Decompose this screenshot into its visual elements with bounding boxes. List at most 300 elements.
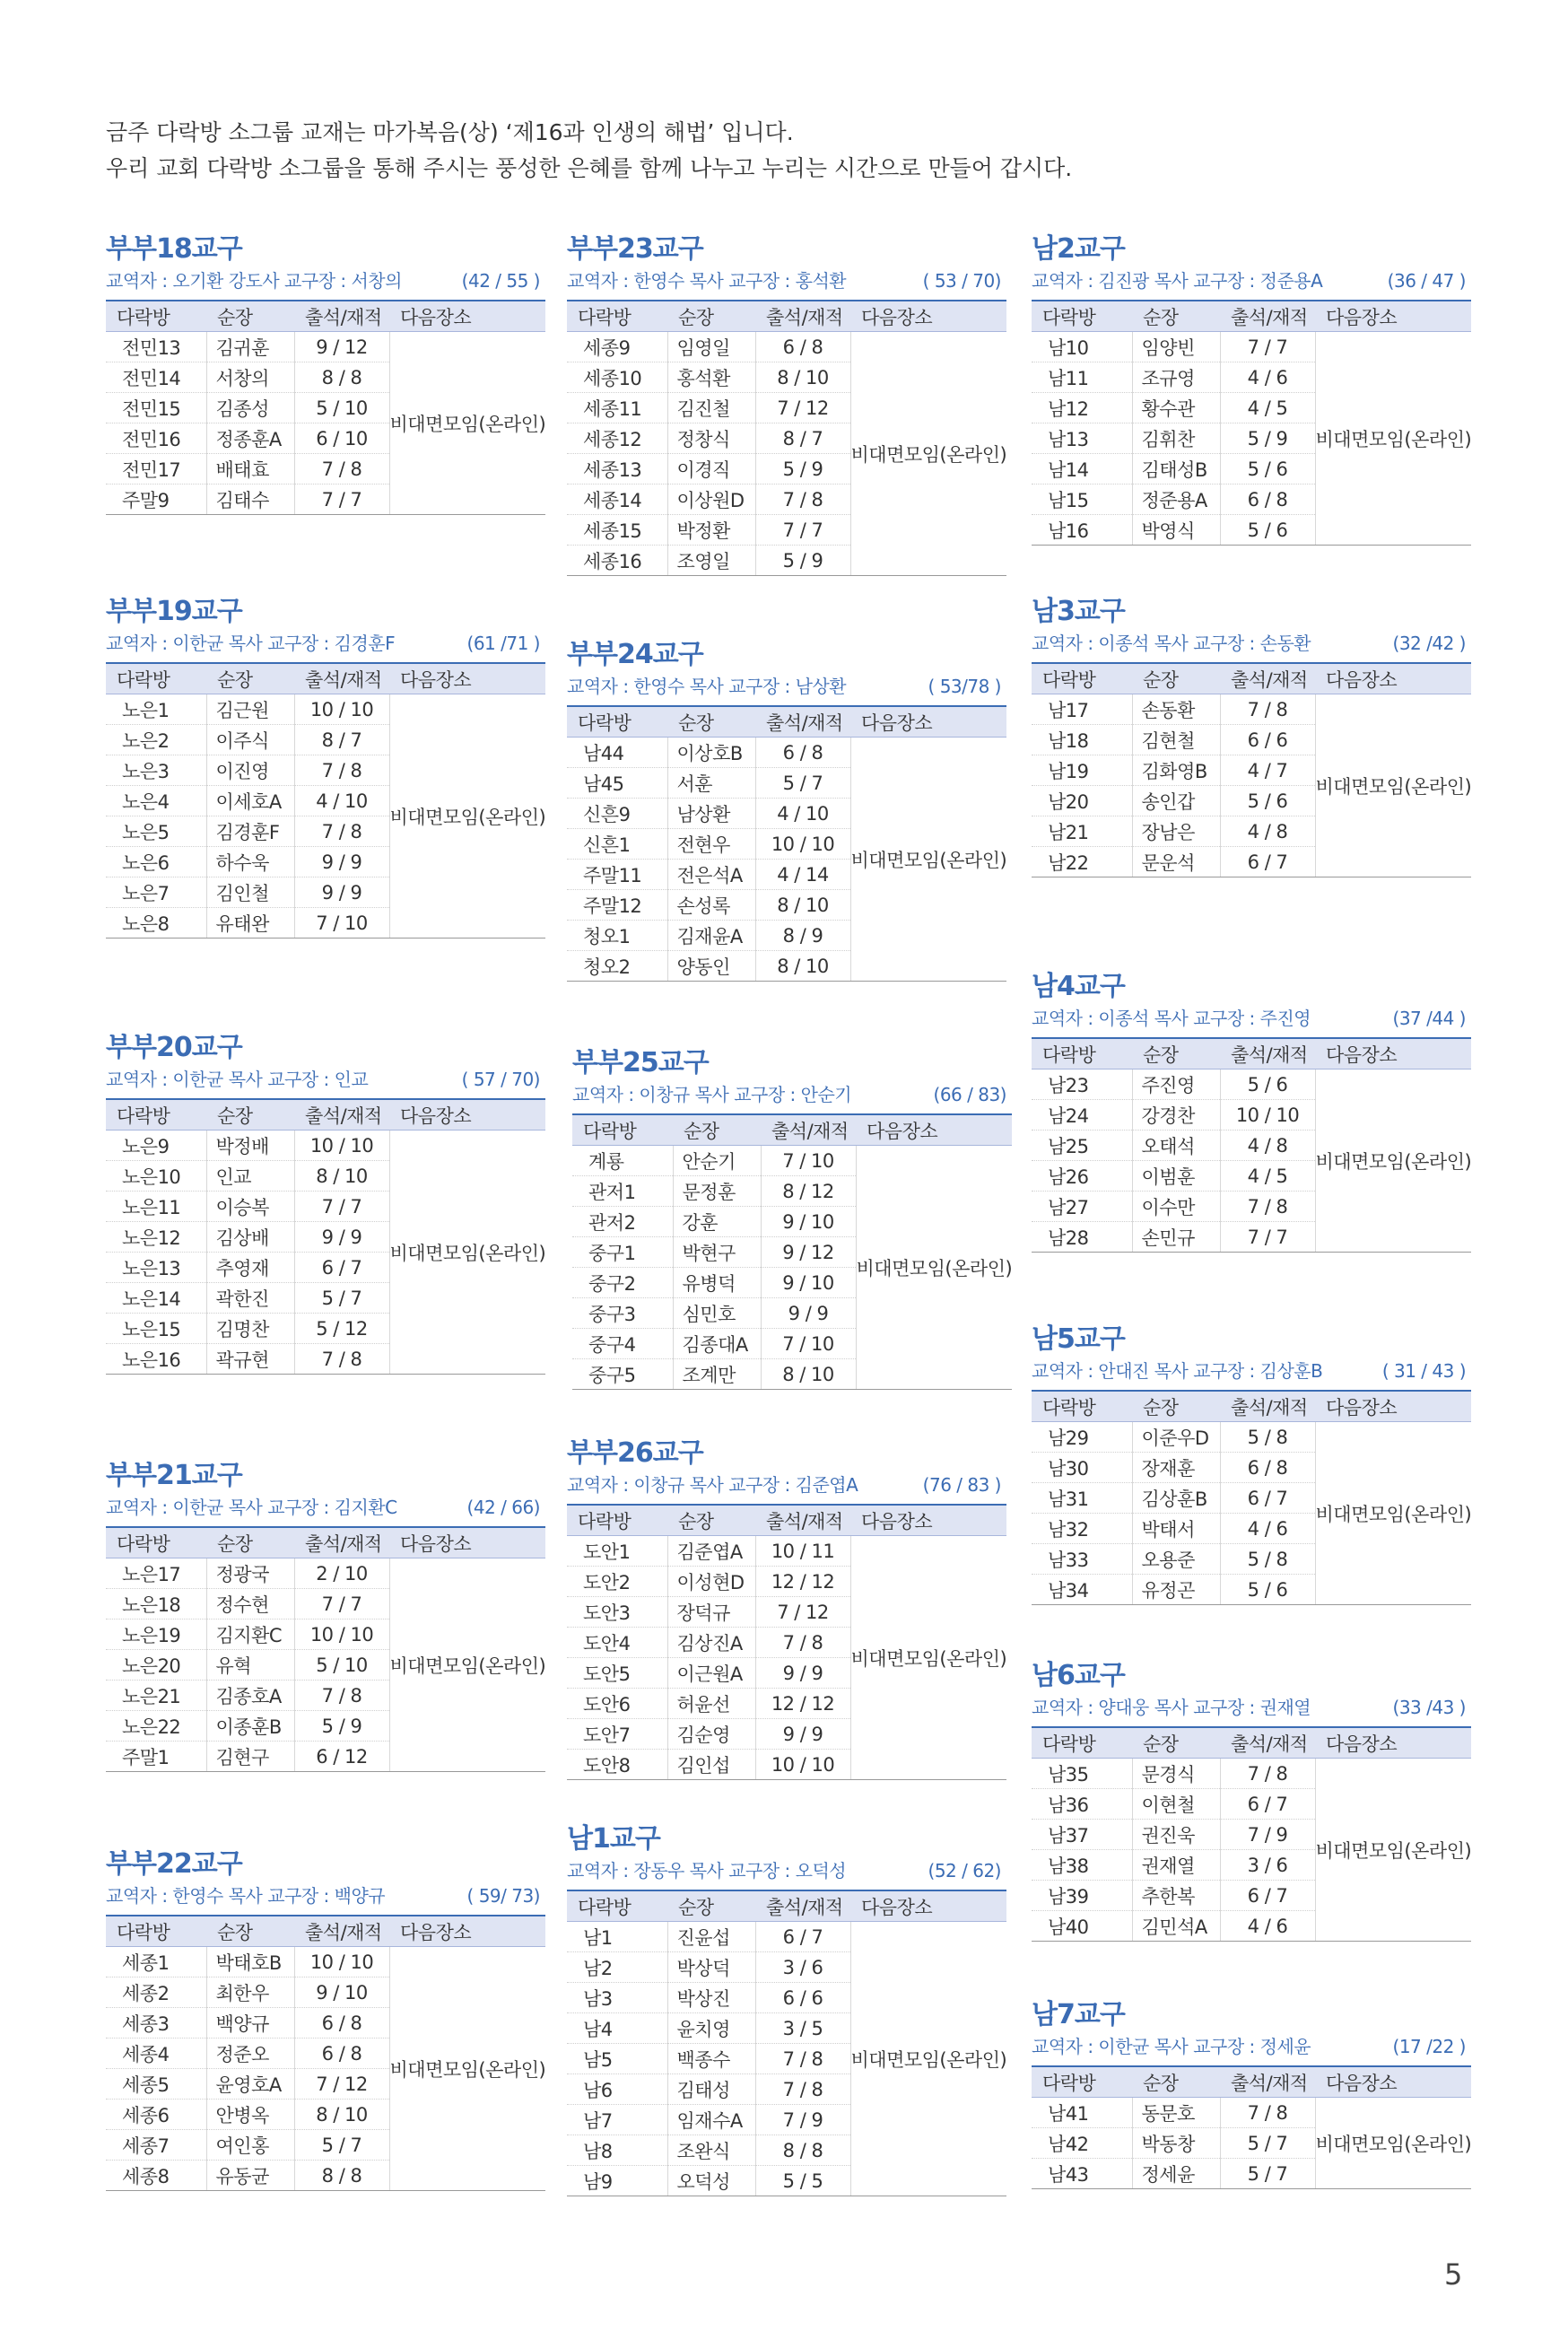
cell-group: 남18 bbox=[1032, 725, 1132, 755]
cell-leader: 백종수 bbox=[667, 2044, 755, 2074]
col-header-leader: 순장 bbox=[206, 663, 294, 694]
district-title: 부부18교구 bbox=[106, 233, 242, 265]
cell-leader: 김휘찬 bbox=[1132, 423, 1220, 454]
cell-group: 노은12 bbox=[106, 1222, 206, 1253]
col-header-leader: 순장 bbox=[206, 1916, 294, 1947]
cell-attendance: 5 / 6 bbox=[1220, 454, 1315, 485]
district-staff-text: 교역자 : 양대웅 목사 교구장 : 권재열 bbox=[1032, 1697, 1311, 1718]
cell-group: 노은2 bbox=[106, 725, 206, 755]
cell-group: 노은8 bbox=[106, 908, 206, 939]
cell-attendance: 4 / 5 bbox=[1220, 393, 1315, 423]
district-group bbox=[106, 1846, 545, 2191]
cell-leader: 강훈 bbox=[673, 1207, 761, 1237]
cell-leader: 김순영 bbox=[667, 1719, 755, 1750]
cell-leader: 추한복 bbox=[1132, 1881, 1220, 1911]
cell-group: 남9 bbox=[567, 2166, 667, 2196]
cell-group: 중구3 bbox=[572, 1298, 673, 1329]
cell-leader: 양동인 bbox=[667, 951, 755, 982]
cell-leader: 김근원 bbox=[206, 694, 294, 725]
cell-attendance: 7 / 8 bbox=[755, 2074, 850, 2105]
cell-leader: 배태효 bbox=[206, 454, 294, 485]
cell-leader: 박정배 bbox=[206, 1131, 294, 1161]
district-title: 남4교구 bbox=[1032, 971, 1125, 1002]
district-table bbox=[572, 1113, 1012, 1390]
cell-attendance: 5 / 12 bbox=[294, 1314, 389, 1344]
cell-attendance: 7 / 12 bbox=[294, 2069, 389, 2100]
cell-leader: 정창식 bbox=[667, 423, 755, 454]
cell-group: 남13 bbox=[1032, 423, 1132, 454]
col-header-attendance: 출석/재적 bbox=[755, 1505, 850, 1536]
cell-attendance: 5 / 9 bbox=[1220, 423, 1315, 454]
cell-attendance: 8 / 7 bbox=[755, 423, 850, 454]
cell-group: 남29 bbox=[1032, 1422, 1132, 1453]
col-header-leader: 순장 bbox=[206, 1099, 294, 1131]
cell-group: 세종8 bbox=[106, 2161, 206, 2191]
cell-attendance: 8 / 10 bbox=[294, 1161, 389, 1192]
cell-attendance: 7 / 8 bbox=[294, 1344, 389, 1375]
cell-group: 세종14 bbox=[567, 485, 667, 515]
cell-leader: 김태성 bbox=[667, 2074, 755, 2105]
cell-attendance: 7 / 8 bbox=[1220, 694, 1315, 725]
cell-leader: 김종대A bbox=[673, 1329, 761, 1359]
district-staff bbox=[567, 673, 1006, 700]
col-header-group: 다락방 bbox=[106, 301, 206, 332]
cell-attendance: 9 / 12 bbox=[761, 1237, 856, 1268]
cell-leader: 이세호A bbox=[206, 786, 294, 816]
attendance-total: (17 /22 ) bbox=[1392, 2036, 1466, 2057]
col-header-place: 다음장소 bbox=[850, 301, 1006, 332]
cell-attendance: 6 / 8 bbox=[1220, 1453, 1315, 1483]
district-table bbox=[106, 1526, 545, 1772]
cell-attendance: 4 / 7 bbox=[1220, 755, 1315, 786]
cell-group: 남45 bbox=[567, 768, 667, 799]
attendance-total: (61 /71 ) bbox=[466, 633, 540, 654]
cell-leader: 박영식 bbox=[1132, 515, 1220, 546]
table-row bbox=[1032, 1759, 1471, 1789]
cell-group: 남36 bbox=[1032, 1789, 1132, 1820]
cell-attendance: 9 / 9 bbox=[294, 877, 389, 908]
cell-leader: 안순기 bbox=[673, 1146, 761, 1176]
cell-leader: 유동균 bbox=[206, 2161, 294, 2191]
cell-group: 세종2 bbox=[106, 1977, 206, 2008]
table-row bbox=[1032, 1069, 1471, 1100]
district-title: 부부20교구 bbox=[106, 1032, 242, 1063]
col-header-group: 다락방 bbox=[572, 1114, 673, 1146]
cell-attendance: 9 / 10 bbox=[761, 1268, 856, 1298]
col-header-place: 다음장소 bbox=[389, 1916, 545, 1947]
district-table bbox=[106, 662, 545, 939]
col-header-place: 다음장소 bbox=[1315, 2066, 1471, 2098]
cell-attendance: 8 / 10 bbox=[755, 890, 850, 921]
cell-group: 남42 bbox=[1032, 2128, 1132, 2159]
district-group bbox=[106, 1030, 545, 1375]
col-header-attendance: 출석/재적 bbox=[1220, 1038, 1315, 1069]
col-header-attendance: 출석/재적 bbox=[1220, 663, 1315, 694]
cell-attendance: 5 / 5 bbox=[755, 2166, 850, 2196]
cell-attendance: 5 / 6 bbox=[1220, 1575, 1315, 1605]
cell-group: 노은20 bbox=[106, 1650, 206, 1681]
col-header-group: 다락방 bbox=[567, 706, 667, 738]
cell-group: 남16 bbox=[1032, 515, 1132, 546]
col-header-attendance: 출석/재적 bbox=[761, 1114, 856, 1146]
district-group bbox=[1032, 1997, 1471, 2189]
col-header-group: 다락방 bbox=[1032, 1391, 1132, 1422]
cell-group: 도안5 bbox=[567, 1658, 667, 1689]
district-title: 남7교구 bbox=[1032, 1999, 1125, 2030]
cell-leader: 심민호 bbox=[673, 1298, 761, 1329]
cell-group: 노은18 bbox=[106, 1589, 206, 1619]
table-row bbox=[1032, 1422, 1471, 1453]
cell-group: 전민15 bbox=[106, 393, 206, 423]
cell-group: 세종7 bbox=[106, 2130, 206, 2161]
district-staff-text: 교역자 : 이한균 목사 교구장 : 김지환C bbox=[106, 1497, 397, 1518]
cell-leader: 이수만 bbox=[1132, 1192, 1220, 1222]
district-group bbox=[1032, 1658, 1471, 1942]
cell-leader: 조완식 bbox=[667, 2135, 755, 2166]
cell-leader: 김준엽A bbox=[667, 1536, 755, 1567]
district-group bbox=[106, 231, 545, 515]
col-header-leader: 순장 bbox=[1132, 663, 1220, 694]
cell-attendance: 7 / 8 bbox=[755, 2044, 850, 2074]
col-header-place: 다음장소 bbox=[1315, 301, 1471, 332]
district-staff-text: 교역자 : 김진광 목사 교구장 : 정준용A bbox=[1032, 270, 1323, 292]
cell-attendance: 6 / 8 bbox=[755, 738, 850, 768]
district-group bbox=[567, 231, 1006, 576]
col-header-place: 다음장소 bbox=[856, 1114, 1012, 1146]
cell-group: 중구5 bbox=[572, 1359, 673, 1390]
cell-leader: 백양규 bbox=[206, 2008, 294, 2039]
cell-group: 도안2 bbox=[567, 1567, 667, 1597]
cell-leader: 김현구 bbox=[206, 1742, 294, 1772]
cell-group: 주말12 bbox=[567, 890, 667, 921]
cell-leader: 이범훈 bbox=[1132, 1161, 1220, 1192]
col-header-attendance: 출석/재적 bbox=[294, 1099, 389, 1131]
attendance-total: (32 /42 ) bbox=[1392, 633, 1466, 654]
col-header-leader: 순장 bbox=[206, 1527, 294, 1558]
cell-attendance: 5 / 6 bbox=[1220, 1069, 1315, 1100]
col-header-attendance: 출석/재적 bbox=[294, 1527, 389, 1558]
district-title: 부부24교구 bbox=[567, 639, 703, 670]
cell-attendance: 5 / 7 bbox=[1220, 2128, 1315, 2159]
cell-leader: 장덕규 bbox=[667, 1597, 755, 1628]
cell-leader: 임영일 bbox=[667, 332, 755, 362]
cell-leader: 이상호B bbox=[667, 738, 755, 768]
cell-leader: 정준오 bbox=[206, 2039, 294, 2069]
cell-leader: 장재훈 bbox=[1132, 1453, 1220, 1483]
col-header-attendance: 출석/재적 bbox=[1220, 2066, 1315, 2098]
district-staff bbox=[1032, 267, 1471, 294]
cell-group: 세종4 bbox=[106, 2039, 206, 2069]
cell-leader: 정수현 bbox=[206, 1589, 294, 1619]
cell-attendance: 3 / 6 bbox=[755, 1952, 850, 1983]
cell-group: 전민13 bbox=[106, 332, 206, 362]
cell-group: 노은21 bbox=[106, 1681, 206, 1711]
cell-group: 남31 bbox=[1032, 1483, 1132, 1514]
district-table bbox=[1032, 2065, 1471, 2189]
cell-leader: 여인홍 bbox=[206, 2130, 294, 2161]
cell-leader: 박상덕 bbox=[667, 1952, 755, 1983]
cell-leader: 이종훈B bbox=[206, 1711, 294, 1742]
col-header-leader: 순장 bbox=[673, 1114, 761, 1146]
district-staff bbox=[106, 1882, 545, 1909]
cell-leader: 윤치영 bbox=[667, 2013, 755, 2044]
cell-leader: 전은석A bbox=[667, 860, 755, 890]
cell-group: 남5 bbox=[567, 2044, 667, 2074]
cell-attendance: 9 / 9 bbox=[294, 1222, 389, 1253]
page-number: 5 bbox=[1444, 2257, 1463, 2292]
cell-attendance: 10 / 10 bbox=[755, 1750, 850, 1780]
district-group bbox=[567, 1821, 1006, 2196]
district-table bbox=[567, 705, 1006, 982]
cell-attendance: 8 / 7 bbox=[294, 725, 389, 755]
cell-group: 노은6 bbox=[106, 847, 206, 877]
cell-attendance: 4 / 6 bbox=[1220, 362, 1315, 393]
district-table bbox=[1032, 1037, 1471, 1253]
cell-group: 도안8 bbox=[567, 1750, 667, 1780]
cell-group: 남3 bbox=[567, 1983, 667, 2013]
col-header-place: 다음장소 bbox=[389, 1099, 545, 1131]
cell-group: 전민14 bbox=[106, 362, 206, 393]
district-group bbox=[1032, 594, 1471, 877]
cell-next-place: 비대면모임(온라인) bbox=[1315, 1759, 1471, 1942]
col-header-leader: 순장 bbox=[667, 706, 755, 738]
district-staff bbox=[572, 1081, 1012, 1108]
cell-group: 주말1 bbox=[106, 1742, 206, 1772]
cell-leader: 유혁 bbox=[206, 1650, 294, 1681]
cell-group: 노은10 bbox=[106, 1161, 206, 1192]
district-title: 부부23교구 bbox=[567, 233, 703, 265]
table-row bbox=[572, 1146, 1012, 1176]
cell-group: 남38 bbox=[1032, 1850, 1132, 1881]
cell-attendance: 7 / 9 bbox=[1220, 1820, 1315, 1850]
col-header-group: 다락방 bbox=[1032, 2066, 1132, 2098]
cell-leader: 이진영 bbox=[206, 755, 294, 786]
cell-attendance: 7 / 12 bbox=[755, 393, 850, 423]
cell-attendance: 4 / 8 bbox=[1220, 816, 1315, 847]
cell-leader: 이경직 bbox=[667, 454, 755, 485]
table-row bbox=[567, 1922, 1006, 1952]
cell-attendance: 7 / 8 bbox=[294, 755, 389, 786]
col-header-group: 다락방 bbox=[567, 301, 667, 332]
col-header-leader: 순장 bbox=[1132, 1727, 1220, 1759]
cell-leader: 정광국 bbox=[206, 1558, 294, 1589]
district-staff-text: 교역자 : 이창규 목사 교구장 : 안순기 bbox=[572, 1084, 852, 1105]
table-row bbox=[1032, 694, 1471, 725]
cell-leader: 곽한진 bbox=[206, 1283, 294, 1314]
cell-group: 남23 bbox=[1032, 1069, 1132, 1100]
table-row bbox=[106, 332, 545, 362]
cell-next-place: 비대면모임(온라인) bbox=[389, 332, 545, 515]
col-header-place: 다음장소 bbox=[850, 706, 1006, 738]
cell-group: 남6 bbox=[567, 2074, 667, 2105]
col-header-attendance: 출석/재적 bbox=[1220, 1391, 1315, 1422]
col-header-attendance: 출석/재적 bbox=[1220, 301, 1315, 332]
col-header-attendance: 출석/재적 bbox=[755, 1890, 850, 1922]
district-table bbox=[567, 1504, 1006, 1780]
cell-group: 남21 bbox=[1032, 816, 1132, 847]
cell-group: 세종11 bbox=[567, 393, 667, 423]
cell-attendance: 4 / 8 bbox=[1220, 1131, 1315, 1161]
cell-group: 전민17 bbox=[106, 454, 206, 485]
cell-group: 중구4 bbox=[572, 1329, 673, 1359]
district-staff bbox=[1032, 630, 1471, 657]
cell-leader: 손민규 bbox=[1132, 1222, 1220, 1253]
cell-next-place: 비대면모임(온라인) bbox=[850, 738, 1006, 982]
cell-leader: 하수욱 bbox=[206, 847, 294, 877]
cell-next-place: 비대면모임(온라인) bbox=[856, 1146, 1012, 1390]
district-staff-text: 교역자 : 한영수 목사 교구장 : 백양규 bbox=[106, 1885, 386, 1907]
cell-attendance: 7 / 8 bbox=[1220, 1759, 1315, 1789]
district-staff-text: 교역자 : 이종석 목사 교구장 : 손동환 bbox=[1032, 633, 1311, 654]
cell-group: 남25 bbox=[1032, 1131, 1132, 1161]
cell-attendance: 5 / 10 bbox=[294, 393, 389, 423]
cell-leader: 문경식 bbox=[1132, 1759, 1220, 1789]
cell-attendance: 8 / 8 bbox=[294, 362, 389, 393]
cell-leader: 박동창 bbox=[1132, 2128, 1220, 2159]
cell-attendance: 5 / 7 bbox=[294, 1283, 389, 1314]
district-staff-text: 교역자 : 이종석 목사 교구장 : 주진영 bbox=[1032, 1008, 1311, 1029]
table-row bbox=[106, 1558, 545, 1589]
district-table bbox=[1032, 1390, 1471, 1605]
cell-attendance: 6 / 6 bbox=[755, 1983, 850, 2013]
district-staff-text: 교역자 : 장동우 목사 교구장 : 오덕성 bbox=[567, 1860, 847, 1881]
cell-attendance: 8 / 10 bbox=[755, 951, 850, 982]
cell-attendance: 7 / 8 bbox=[755, 1628, 850, 1658]
cell-group: 관저1 bbox=[572, 1176, 673, 1207]
cell-group: 도안1 bbox=[567, 1536, 667, 1567]
cell-group: 남30 bbox=[1032, 1453, 1132, 1483]
district-table bbox=[106, 1098, 545, 1375]
cell-attendance: 9 / 9 bbox=[755, 1658, 850, 1689]
col-header-leader: 순장 bbox=[1132, 1038, 1220, 1069]
district-group bbox=[572, 1045, 1012, 1390]
cell-group: 남33 bbox=[1032, 1544, 1132, 1575]
col-header-group: 다락방 bbox=[1032, 1038, 1132, 1069]
district-title: 부부21교구 bbox=[106, 1460, 242, 1491]
cell-group: 노은15 bbox=[106, 1314, 206, 1344]
cell-attendance: 7 / 10 bbox=[761, 1146, 856, 1176]
cell-leader: 유정곤 bbox=[1132, 1575, 1220, 1605]
cell-leader: 인교 bbox=[206, 1161, 294, 1192]
cell-group: 노은4 bbox=[106, 786, 206, 816]
intro-text bbox=[106, 115, 1072, 187]
district-staff-text: 교역자 : 이한균 목사 교구장 : 인교 bbox=[106, 1069, 369, 1090]
cell-group: 세종10 bbox=[567, 362, 667, 393]
cell-leader: 김태수 bbox=[206, 485, 294, 515]
district-staff-text: 교역자 : 한영수 목사 교구장 : 남상환 bbox=[567, 676, 847, 697]
col-header-leader: 순장 bbox=[667, 1505, 755, 1536]
cell-group: 세종1 bbox=[106, 1947, 206, 1977]
cell-leader: 임재수A bbox=[667, 2105, 755, 2135]
cell-attendance: 7 / 9 bbox=[755, 2105, 850, 2135]
cell-attendance: 7 / 7 bbox=[1220, 332, 1315, 362]
cell-leader: 박태서 bbox=[1132, 1514, 1220, 1544]
cell-group: 청오2 bbox=[567, 951, 667, 982]
cell-leader: 김지환C bbox=[206, 1619, 294, 1650]
cell-attendance: 9 / 12 bbox=[294, 332, 389, 362]
col-header-attendance: 출석/재적 bbox=[755, 301, 850, 332]
district-title: 부부19교구 bbox=[106, 596, 242, 627]
cell-attendance: 5 / 8 bbox=[1220, 1544, 1315, 1575]
cell-attendance: 6 / 7 bbox=[1220, 847, 1315, 877]
cell-group: 노은9 bbox=[106, 1131, 206, 1161]
cell-attendance: 8 / 8 bbox=[755, 2135, 850, 2166]
district-staff-text: 교역자 : 이한균 목사 교구장 : 정세윤 bbox=[1032, 2036, 1311, 2057]
col-header-group: 다락방 bbox=[106, 1527, 206, 1558]
cell-leader: 김민석A bbox=[1132, 1911, 1220, 1942]
cell-next-place: 비대면모임(온라인) bbox=[1315, 1069, 1471, 1253]
cell-leader: 손동환 bbox=[1132, 694, 1220, 725]
cell-leader: 김상훈B bbox=[1132, 1483, 1220, 1514]
col-header-place: 다음장소 bbox=[1315, 1038, 1471, 1069]
attendance-total: (52 / 62) bbox=[928, 1860, 1001, 1881]
cell-group: 남37 bbox=[1032, 1820, 1132, 1850]
attendance-total: (76 / 83 ) bbox=[922, 1474, 1001, 1496]
col-header-attendance: 출석/재적 bbox=[294, 663, 389, 694]
col-header-place: 다음장소 bbox=[1315, 1391, 1471, 1422]
cell-leader: 이준우D bbox=[1132, 1422, 1220, 1453]
district-group bbox=[106, 594, 545, 939]
cell-attendance: 8 / 12 bbox=[761, 1176, 856, 1207]
cell-group: 노은19 bbox=[106, 1619, 206, 1650]
cell-group: 주말9 bbox=[106, 485, 206, 515]
cell-attendance: 7 / 10 bbox=[761, 1329, 856, 1359]
cell-attendance: 12 / 12 bbox=[755, 1689, 850, 1719]
cell-next-place: 비대면모임(온라인) bbox=[389, 1947, 545, 2191]
cell-leader: 문운석 bbox=[1132, 847, 1220, 877]
cell-leader: 유병덕 bbox=[673, 1268, 761, 1298]
cell-attendance: 6 / 8 bbox=[755, 332, 850, 362]
col-header-group: 다락방 bbox=[567, 1890, 667, 1922]
attendance-total: (36 / 47 ) bbox=[1387, 270, 1466, 292]
cell-attendance: 8 / 10 bbox=[761, 1359, 856, 1390]
district-table bbox=[106, 1915, 545, 2191]
cell-group: 남2 bbox=[567, 1952, 667, 1983]
cell-leader: 강경찬 bbox=[1132, 1100, 1220, 1131]
cell-leader: 정종훈A bbox=[206, 423, 294, 454]
district-group bbox=[567, 1436, 1006, 1780]
cell-leader: 최한우 bbox=[206, 1977, 294, 2008]
cell-leader: 허윤선 bbox=[667, 1689, 755, 1719]
attendance-total: (42 / 55 ) bbox=[461, 270, 540, 292]
cell-group: 세종13 bbox=[567, 454, 667, 485]
cell-leader: 전현우 bbox=[667, 829, 755, 860]
district-table bbox=[1032, 1726, 1471, 1942]
cell-attendance: 7 / 8 bbox=[755, 485, 850, 515]
cell-group: 주말11 bbox=[567, 860, 667, 890]
cell-group: 남15 bbox=[1032, 485, 1132, 515]
district-table bbox=[1032, 300, 1471, 546]
cell-attendance: 3 / 6 bbox=[1220, 1850, 1315, 1881]
district-title: 남5교구 bbox=[1032, 1323, 1125, 1355]
cell-attendance: 6 / 7 bbox=[1220, 1483, 1315, 1514]
district-table bbox=[567, 300, 1006, 576]
cell-attendance: 8 / 9 bbox=[755, 921, 850, 951]
cell-leader: 이상원D bbox=[667, 485, 755, 515]
cell-leader: 김진철 bbox=[667, 393, 755, 423]
district-table bbox=[567, 1890, 1006, 2196]
cell-group: 남19 bbox=[1032, 755, 1132, 786]
col-header-leader: 순장 bbox=[667, 1890, 755, 1922]
cell-attendance: 6 / 8 bbox=[1220, 485, 1315, 515]
district-staff bbox=[1032, 2033, 1471, 2060]
district-title: 부부25교구 bbox=[572, 1047, 709, 1078]
cell-attendance: 6 / 7 bbox=[1220, 1881, 1315, 1911]
cell-attendance: 8 / 8 bbox=[294, 2161, 389, 2191]
col-header-group: 다락방 bbox=[567, 1505, 667, 1536]
cell-leader: 유태완 bbox=[206, 908, 294, 939]
cell-group: 도안4 bbox=[567, 1628, 667, 1658]
